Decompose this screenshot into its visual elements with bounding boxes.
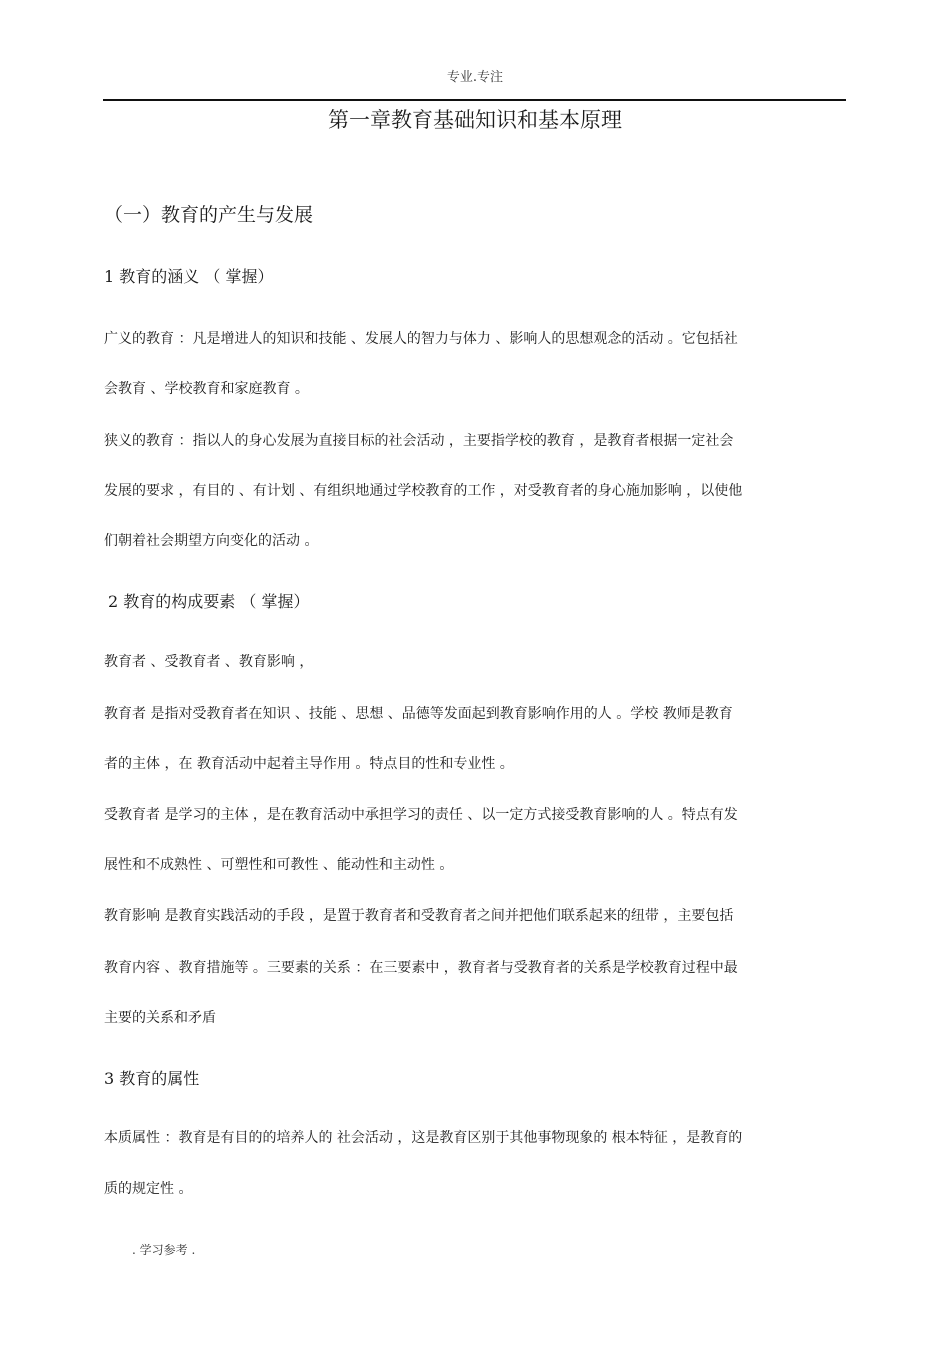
paragraph-line: 本质属性 ：教育是有目的的培养人的 社会活动 ，这是教育区别于其他事物现象的 根本特征 ，是教育的 xyxy=(104,1130,743,1146)
paragraph-line: 教育者 、受教育者 、教育影响 ， xyxy=(104,654,314,670)
paragraph-line: 发展的要求 ，有目的 、有计划 、有组织地通过学校教育的工作 ，对受教育者的身心施加影响 ，以使他 xyxy=(104,483,743,499)
page-header: 专业.专注 xyxy=(446,70,504,85)
section-heading: （一）教育的产生与发展 xyxy=(104,204,314,226)
paragraph-line: 主要的关系和矛盾 xyxy=(104,1010,216,1026)
paragraph-line: 广义的教育 ：凡是增进人的知识和技能 、发展人的智力与体力 、影响人的思想观念的活动 。它包括社 xyxy=(104,331,738,347)
subheading-1: 1 教育的涵义 （ 掌握） xyxy=(104,267,274,286)
paragraph-line: 展性和不成熟性 、可塑性和可教性 、能动性和主动性 。 xyxy=(104,857,454,873)
subheading-2: 2 教育的构成要素 （ 掌握） xyxy=(108,592,310,611)
chapter-title: 第一章教育基础知识和基本原理 xyxy=(328,108,622,132)
subheading-3: 3 教育的属性 xyxy=(104,1069,200,1088)
paragraph-line: 会教育 、学校教育和家庭教育 。 xyxy=(104,381,309,397)
paragraph-line: 质的规定性 。 xyxy=(104,1181,193,1197)
paragraph-line: 教育者 是指对受教育者在知识 、技能 、思想 、品德等发面起到教育影响作用的人 。学校 教师是教育 xyxy=(104,706,733,722)
paragraph-line: 教育影响 是教育实践活动的手段 ，是置于教育者和受教育者之间并把他们联系起来的纽带 ，主要包括 xyxy=(104,908,734,924)
paragraph-line: 者的主体 ，在 教育活动中起着主导作用 。特点目的性和专业性 。 xyxy=(104,756,514,772)
paragraph-line: 受教育者 是学习的主体 ，是在教育活动中承担学习的责任 、以一定方式接受教育影响的人 。特点有发 xyxy=(104,807,738,823)
header-rule xyxy=(103,99,846,101)
paragraph-line: 教育内容 、教育措施等 。三要素的关系 ：在三要素中 ，教育者与受教育者的关系是学校教育过程中最 xyxy=(104,960,738,976)
page-footer: . 学习参考 . xyxy=(132,1243,196,1257)
paragraph-line: 们朝着社会期望方向变化的活动 。 xyxy=(104,533,319,549)
paragraph-line: 狭义的教育 ：指以人的身心发展为直接目标的社会活动 ，主要指学校的教育 ，是教育者根据一定社会 xyxy=(104,433,734,449)
